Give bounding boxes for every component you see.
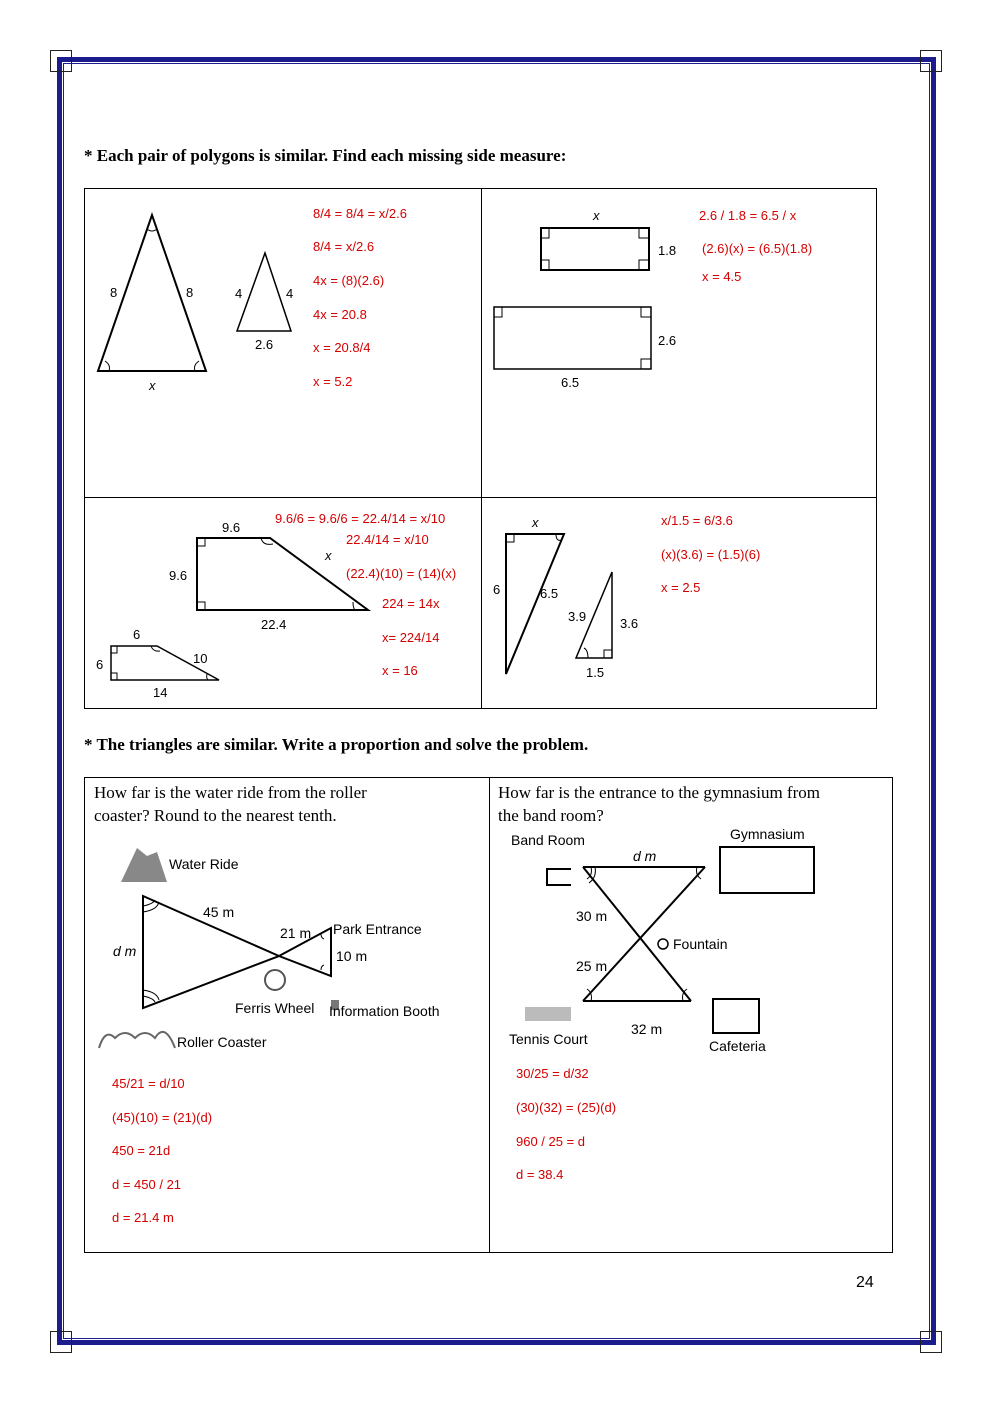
page-number: 24 [856,1274,874,1291]
label-park-entrance: Park Entrance [333,921,422,937]
polygons-grid [84,188,877,709]
label-small-right: 3.6 [620,616,639,631]
prompt-line: How far is the entrance to the gymnasium from [498,783,820,802]
word-problem-2 [490,778,894,1254]
work-line: 9.6/6 = 9.6/6 = 22.4/14 = x/10 [275,511,446,526]
rectangles-figure [482,189,692,399]
work-line: x= 224/14 [382,630,440,645]
work-line: 224 = 14x [382,596,440,611]
label-small-side: 1.8 [658,243,677,258]
label-small-base: 2.6 [255,337,274,352]
label-small-slant: 10 [193,651,208,666]
label-left: 9.6 [169,568,188,583]
prompt-line: How far is the water ride from the roller [94,783,367,802]
word-problems-grid [84,777,893,1253]
label-large-side: 2.6 [658,333,677,348]
work-line: x = 4.5 [702,269,742,284]
fountain-icon [658,939,668,949]
label-small-right: 4 [286,286,294,301]
work-line: 8/4 = 8/4 = x/2.6 [313,206,407,221]
label-45m: 45 m [203,904,235,920]
label-small-bottom: 14 [153,685,168,700]
label-tennis-court: Tennis Court [509,1031,588,1047]
work-line: (45)(10) = (21)(d) [112,1110,213,1125]
work-line: 30/25 = d/32 [516,1066,589,1081]
work-line: x = 16 [382,663,418,678]
label-ferris-wheel: Ferris Wheel [235,1000,315,1016]
triangles-figure-1 [85,189,315,399]
ferris-wheel-icon [265,970,285,990]
work-line: 8/4 = x/2.6 [313,239,375,254]
label-30m: 30 m [576,908,608,924]
label-small-bottom: 1.5 [586,665,605,680]
label-small-left: 4 [235,286,243,301]
work-line: 45/21 = d/10 [112,1076,185,1091]
right-triangles-figure [482,498,652,710]
work-line: 2.6 / 1.8 = 6.5 / x [699,208,797,223]
trapezoids-figure [85,498,385,710]
water-ride-icon [121,848,167,882]
label-21m: 21 m [280,925,312,941]
label-25m: 25 m [576,958,608,974]
label-large-bottom: 6.5 [561,375,580,390]
work-line: x = 20.8/4 [313,340,371,355]
label-roller-coaster: Roller Coaster [177,1034,267,1050]
label-top: x [532,515,539,530]
label-info-booth: Information Booth [329,1003,440,1019]
label-water-ride: Water Ride [169,856,239,872]
label-small-top: 6 [133,627,141,642]
work-line: d = 450 / 21 [112,1177,182,1192]
school-map-figure [495,825,885,1055]
problem-1-cell [85,189,481,497]
work-line: x = 2.5 [661,580,701,595]
work-line: 4x = (8)(2.6) [313,273,385,288]
work-line: d = 21.4 m [112,1210,174,1225]
label-top: x [593,208,600,223]
label-dm: d m [113,943,137,959]
cafeteria-icon [713,999,759,1033]
label-left-side: 8 [110,285,118,300]
label-fountain: Fountain [673,936,728,952]
label-cafeteria: Cafeteria [709,1038,766,1054]
prompt-line: the band room? [498,806,604,825]
label-small-left: 6 [96,657,104,672]
label-left: 6 [493,582,501,597]
label-hyp: 6.5 [540,586,559,601]
gymnasium-icon [720,847,814,893]
work-line: x = 5.2 [313,374,353,389]
corner-ornament [920,1331,942,1353]
label-base: x [149,378,156,393]
label-gymnasium: Gymnasium [730,826,805,842]
work-line: 22.4/14 = x/10 [346,532,429,547]
corner-ornament [920,50,942,72]
work-line: (x)(3.6) = (1.5)(6) [661,547,761,562]
section2-heading: * The triangles are similar. Write a proportion and solve the problem. [84,735,589,754]
roller-coaster-icon [99,1032,175,1048]
work-line: x/1.5 = 6/3.6 [661,513,733,528]
work-line: (2.6)(x) = (6.5)(1.8) [702,241,813,256]
problem-4-cell [482,498,878,710]
work-line: (22.4)(10) = (14)(x) [346,566,457,581]
tennis-court-icon [525,1007,571,1021]
label-right-side: 8 [186,285,194,300]
work-line: (30)(32) = (25)(d) [516,1100,617,1115]
prompt-line: coaster? Round to the nearest tenth. [94,806,337,825]
label-small-hyp: 3.9 [568,609,587,624]
label-32m: 32 m [631,1021,663,1037]
label-bottom: 22.4 [261,617,287,632]
word-problem-1 [85,778,489,1254]
problem-2-cell [482,189,878,497]
corner-ornament [50,50,72,72]
label-dm: d m [633,848,657,864]
work-line: d = 38.4 [516,1167,564,1182]
problem-3-cell [85,498,481,710]
label-top: 9.6 [222,520,241,535]
section1-heading: * Each pair of polygons is similar. Find each missing side measure: [84,146,567,165]
corner-ornament [50,1331,72,1353]
work-line: 450 = 21d [112,1143,171,1158]
work-line: 4x = 20.8 [313,307,367,322]
amusement-park-figure [95,842,455,1062]
band-room-icon [547,869,571,885]
work-line: 960 / 25 = d [516,1134,586,1149]
label-10m: 10 m [336,948,368,964]
label-band-room: Band Room [511,832,585,848]
label-slant: x [325,548,332,563]
